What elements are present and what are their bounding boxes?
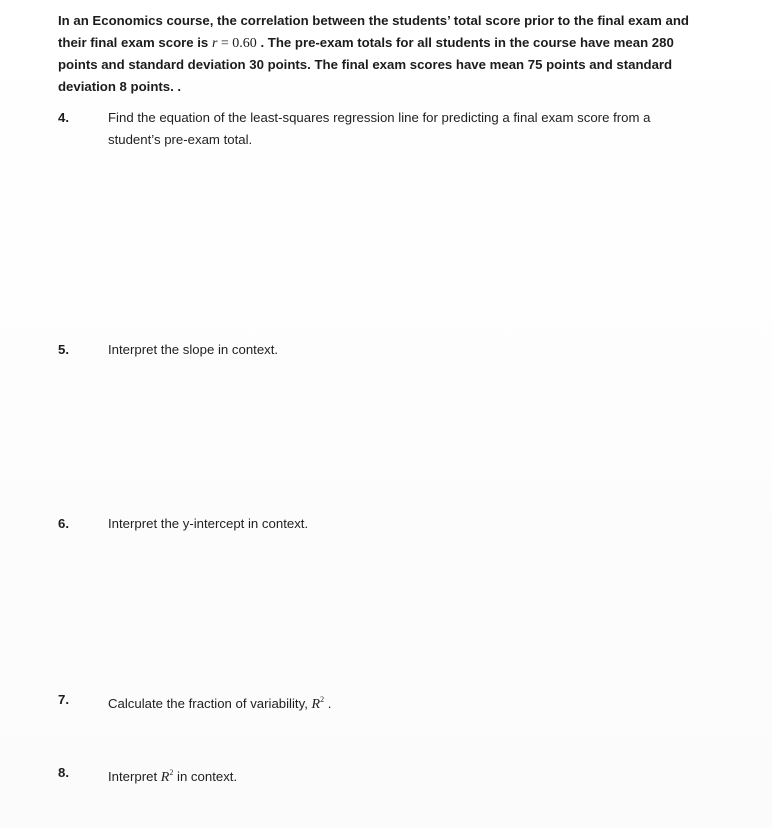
question-number: 8.: [58, 765, 69, 780]
question-text: Find the equation of the least-squares regression line for predicting a final exam score from a student’s pre-exam total.: [108, 110, 651, 147]
question-text-after: .: [324, 696, 332, 711]
question-text: [108, 689, 688, 716]
r-squared-variable: R: [160, 770, 170, 785]
question-text-after: in context.: [173, 769, 238, 784]
r-squared-symbol: [312, 697, 325, 712]
question-text-before: Calculate the fraction of variability,: [108, 696, 312, 711]
question-text: Interpret the y-intercept in context.: [108, 516, 309, 531]
r-squared-symbol: [161, 770, 174, 785]
problem-statement-part1: In an Economics course, the correlation between the students’ total score prior to the final exam and their final exam score is: [58, 13, 689, 50]
r-squared-variable: R: [311, 697, 321, 712]
r-squared-exponent: 2: [320, 695, 325, 704]
question-text: [108, 762, 688, 789]
correlation-formula: [212, 36, 257, 51]
problem-statement-part2: . The pre-exam totals for all students in the course have mean 280 points and standard deviation 30 points. The final exam scores have mean 75 points and standard deviation 8 points. .: [58, 34, 674, 94]
correlation-variable: r: [211, 35, 218, 51]
problem-statement: [58, 10, 708, 97]
question-text-before: Interpret: [108, 769, 161, 784]
question-text: Interpret the slope in context.: [108, 342, 279, 357]
question-number: 6.: [58, 516, 69, 531]
correlation-value: = 0.60: [217, 35, 257, 51]
question-number: 7.: [58, 692, 69, 707]
question-number: 5.: [58, 342, 69, 357]
question-number: 4.: [58, 110, 69, 125]
r-squared-exponent: 2: [169, 768, 174, 777]
